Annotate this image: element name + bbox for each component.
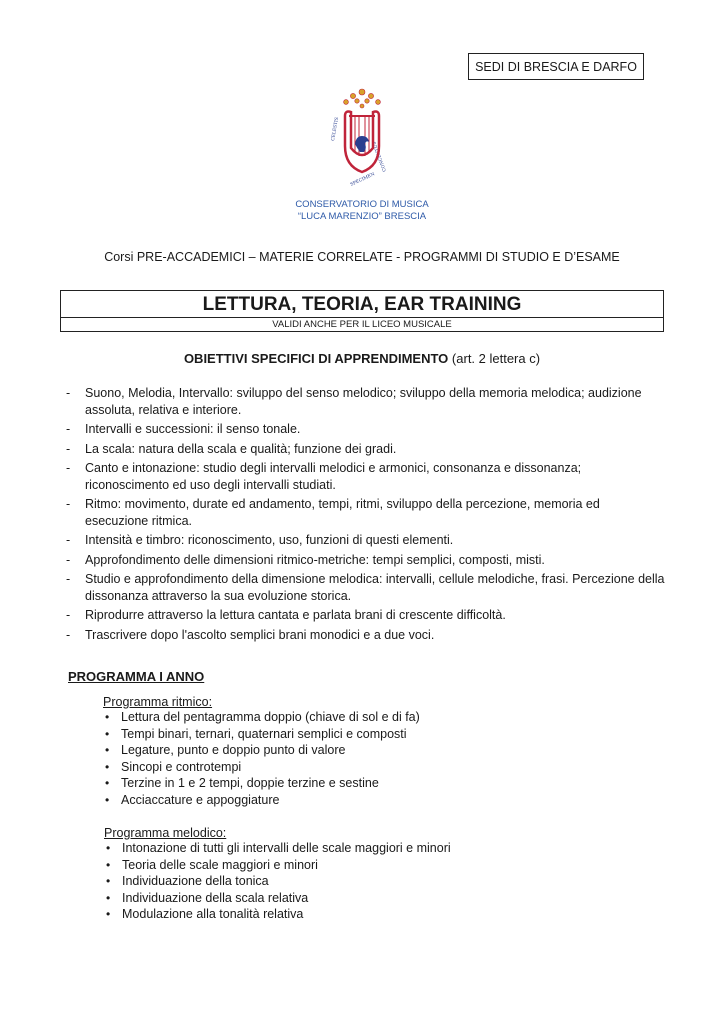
ritmico-item: Terzine in 1 e 2 tempi, doppie terzine e sestine [121, 776, 379, 790]
objective-text: Canto e intonazione: studio degli intervalli melodici e armonici, consonanza e dissonanza; riconoscimento ed uso degli intervalli studiati. [85, 461, 582, 492]
ritmico-item: Lettura del pentagramma doppio (chiave di sol e di fa) [121, 710, 420, 724]
sedi-label: SEDI DI BRESCIA E DARFO [475, 59, 637, 74]
list-item: - Trascrivere dopo l'ascolto semplici brani monodici e a due voci. [66, 627, 435, 642]
objective-text: Intensità e timbro: riconoscimento, uso, funzioni di questi elementi. [85, 533, 454, 547]
list-item: - Intervalli e successioni: il senso tonale. [66, 422, 301, 436]
list-item: - Studio e approfondimento della dimensione melodica: intervalli, cellule melodiche, frasi. Percezione della dissonanza attraverso la sua evoluzione storica. [66, 572, 665, 603]
list-item: - Intensità e timbro: riconoscimento, uso, funzioni di questi elementi. [66, 533, 454, 547]
objective-text: La scala: natura della scala e qualità; funzione dei gradi. [85, 441, 397, 456]
obiettivi-heading-bold: OBIETTIVI SPECIFICI DI APPRENDIMENTO [183, 351, 449, 366]
bullet-icon: • [106, 890, 111, 905]
melodico-item: Modulazione alla tonalità relativa [122, 907, 304, 921]
list-item [104, 890, 664, 907]
list-item [103, 759, 663, 776]
svg-text:CELESTIS: CELESTIS [331, 116, 341, 142]
bullet-icon: • [106, 874, 111, 888]
melodico-heading: Programma melodico: [104, 826, 227, 840]
document-title: LETTURA, TEORIA, EAR TRAINING [61, 291, 663, 318]
conservatorio-logo [331, 86, 393, 192]
list-item [103, 726, 663, 743]
list-item: - Suono, Melodia, Intervallo: sviluppo del senso melodico; sviluppo della memoria melodica; audizione assoluta, relativa e interiore. [66, 386, 642, 417]
sedi-box [468, 53, 644, 80]
bullet-icon: • [105, 792, 110, 807]
objective-text: Suono, Melodia, Intervallo: sviluppo del senso melodico; sviluppo della memoria melodica; audizione assoluta, relativa e interiore. [85, 386, 642, 417]
melodico-list [104, 840, 664, 923]
bullet-icon: • [105, 759, 110, 774]
list-item: - Riprodurre attraverso la lettura cantata e parlata brani di crescente difficoltà. [66, 608, 506, 622]
ritmico-list [103, 709, 663, 808]
conservatorio-line2: “LUCA MARENZIO” BRESCIA [297, 211, 427, 222]
programma-heading: PROGRAMMA I ANNO [68, 669, 205, 684]
bullet-icon: • [105, 743, 110, 757]
title-box [60, 290, 664, 332]
list-item [103, 742, 663, 759]
list-item: - Ritmo: movimento, durate ed andamento, tempi, ritmi, sviluppo della percezione, memoria ed esecuzione ritmica. [66, 497, 600, 528]
ritmico-item: Legature, punto e doppio punto di valore [121, 743, 346, 757]
list-item [104, 873, 664, 890]
objective-text: Intervalli e successioni: il senso tonale. [85, 422, 301, 436]
ritmico-item: Tempi binari, ternari, quaternari semplici e composti [121, 726, 407, 741]
list-item [104, 857, 664, 874]
programma-melodico [104, 826, 664, 923]
document-subtitle: VALIDI ANCHE PER IL LICEO MUSICALE [272, 319, 452, 330]
melodico-item: Teoria delle scale maggiori e minori [122, 857, 318, 872]
list-item [104, 906, 664, 923]
list-item: - La scala: natura della scala e qualità; funzione dei gradi. [66, 441, 397, 456]
list-item: - Approfondimento delle dimensioni ritmico-metriche: tempi semplici, composti, misti. [66, 552, 545, 567]
conservatorio-name [262, 199, 462, 223]
objective-text: Riprodurre attraverso la lettura cantata e parlata brani di crescente difficoltà. [85, 608, 506, 622]
bullet-icon: • [105, 710, 110, 724]
ritmico-item: Sincopi e controtempi [121, 759, 242, 774]
objective-text: Trascrivere dopo l'ascolto semplici brani monodici e a due voci. [85, 627, 435, 642]
ritmico-item: Acciaccature e appoggiature [121, 792, 280, 807]
bullet-icon: • [106, 857, 111, 872]
obiettivi-heading [60, 351, 664, 366]
programma-ritmico [103, 695, 663, 808]
bullet-icon: • [106, 841, 111, 855]
melodico-item: Individuazione della tonica [122, 874, 269, 888]
melodico-item: Individuazione della scala relativa [122, 890, 309, 905]
objectives-list [66, 385, 666, 646]
melodico-item: Intonazione di tutti gli intervalli delle scale maggiori e minori [122, 841, 451, 855]
bullet-icon: • [105, 776, 110, 790]
bullet-icon: • [106, 907, 111, 921]
list-item [103, 775, 663, 792]
bullet-icon: • [105, 726, 110, 741]
list-item [103, 709, 663, 726]
conservatorio-line1: CONSERVATORIO DI MUSICA [295, 199, 429, 210]
svg-text:CONCENTUS: CONCENTUS [372, 140, 388, 173]
ritmico-heading: Programma ritmico: [103, 695, 213, 709]
objective-text: Ritmo: movimento, durate ed andamento, tempi, ritmi, sviluppo della percezione, memoria ed esecuzione ritmica. [85, 497, 600, 528]
list-item [104, 840, 664, 857]
corsi-line: Corsi PRE-ACCADEMICI – MATERIE CORRELATE - PROGRAMMI DI STUDIO E D’ESAME [104, 250, 620, 264]
obiettivi-heading-normal: (art. 2 lettera c) [448, 351, 541, 366]
objective-text: Approfondimento delle dimensioni ritmico-metriche: tempi semplici, composti, misti. [85, 552, 545, 567]
objective-text: Studio e approfondimento della dimensione melodica: intervalli, cellule melodiche, frasi. Percezione della dissonanza attraverso la sua evoluzione storica. [85, 572, 665, 603]
list-item: - Canto e intonazione: studio degli intervalli melodici e armonici, consonanza e dissonanza; riconoscimento ed uso degli intervalli studiati. [66, 461, 582, 492]
list-item [103, 792, 663, 809]
svg-text:SPECIMEN: SPECIMEN [349, 172, 376, 188]
